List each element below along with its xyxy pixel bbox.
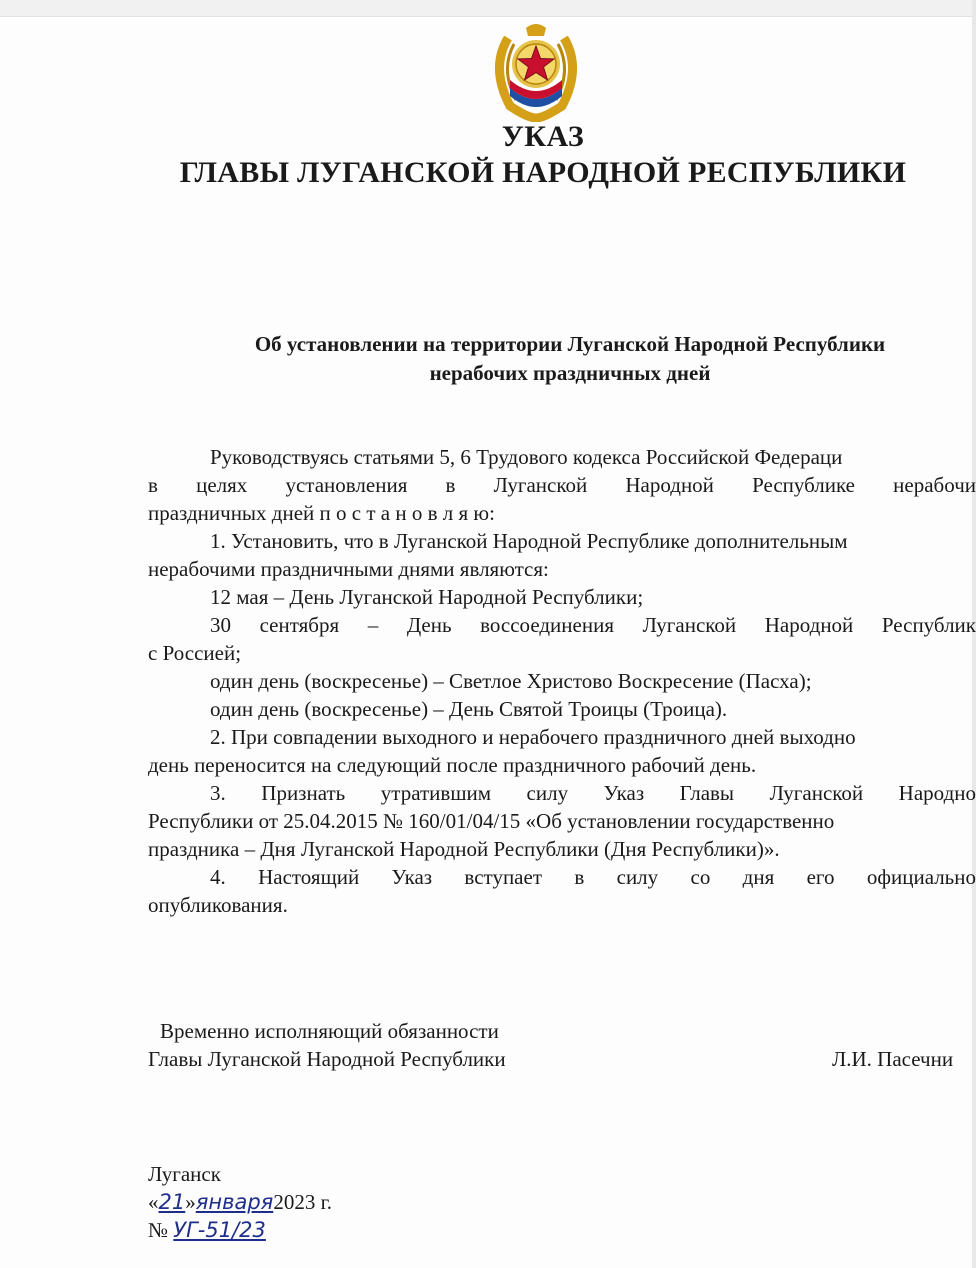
body-line: 30 сентября – День воссоединения Луганской Народной Республик <box>210 613 976 637</box>
decree-title: УКАЗ <box>501 120 585 153</box>
date-year: 2023 г. <box>273 1190 333 1214</box>
subject-line: нерабочих праздничных дней <box>429 361 711 385</box>
body-line: нерабочими праздничными днями являются: <box>148 557 549 581</box>
body-line: 1. Установить, что в Луганской Народной Республике дополнительным <box>210 529 848 553</box>
page-top-edge <box>0 0 976 17</box>
handwritten-number: УГ-51/23 <box>173 1218 266 1242</box>
body-line: Руководствуясь статьями 5, 6 Трудового кодекса Российской Федераци <box>210 445 843 469</box>
body-line: один день (воскресенье) – Светлое Христово Воскресение (Пасха); <box>210 669 812 693</box>
body-line: один день (воскресенье) – День Святой Троицы (Троица). <box>210 697 728 721</box>
signatory-position-line1: Временно исполняющий обязанности <box>160 1019 499 1043</box>
signatory-position-line2: Главы Луганской Народной Республики <box>148 1047 506 1071</box>
body-line: 2. При совпадении выходного и нерабочего праздничного дней выходно <box>210 725 856 749</box>
signatory-name: Л.И. Пасечни <box>832 1047 954 1071</box>
body-line: Республики от 25.04.2015 № 160/01/04/15 «Об установлении государственно <box>148 809 835 833</box>
decree-number <box>148 1216 266 1244</box>
issue-city: Луганск <box>148 1162 221 1186</box>
coat-of-arms-emblem <box>488 18 584 122</box>
body-line: 12 мая – День Луганской Народной Республики; <box>210 585 644 609</box>
body-line: с Россией; <box>148 641 242 665</box>
date-open-quote: « <box>148 1190 159 1214</box>
date-close-quote: » <box>185 1190 196 1214</box>
body-line: праздника – Дня Луганской Народной Республики (Дня Республики)». <box>148 837 780 861</box>
body-line: 4. Настоящий Указ вступает в силу со дня его официально <box>210 865 976 889</box>
body-line: праздничных дней п о с т а н о в л я ю: <box>148 501 495 525</box>
decree-subject <box>160 330 976 388</box>
body-line: 3. Признать утратившим силу Указ Главы Луганской Народно <box>210 781 976 805</box>
body-line: опубликования. <box>148 893 288 917</box>
number-prefix: № <box>148 1218 169 1242</box>
handwritten-day: 21 <box>158 1190 186 1214</box>
decree-issuer: ГЛАВЫ ЛУГАНСКОЙ НАРОДНОЙ РЕСПУБЛИКИ <box>179 156 907 189</box>
body-line: день переносится на следующий после праздничного рабочий день. <box>148 753 757 777</box>
issue-date <box>148 1188 332 1216</box>
handwritten-month: января <box>195 1190 274 1214</box>
body-line: в целях установления в Луганской Народной Республике нерабочи <box>148 473 976 497</box>
subject-line: Об установлении на территории Луганской Народной Республики <box>254 332 886 356</box>
decree-body <box>148 443 976 919</box>
